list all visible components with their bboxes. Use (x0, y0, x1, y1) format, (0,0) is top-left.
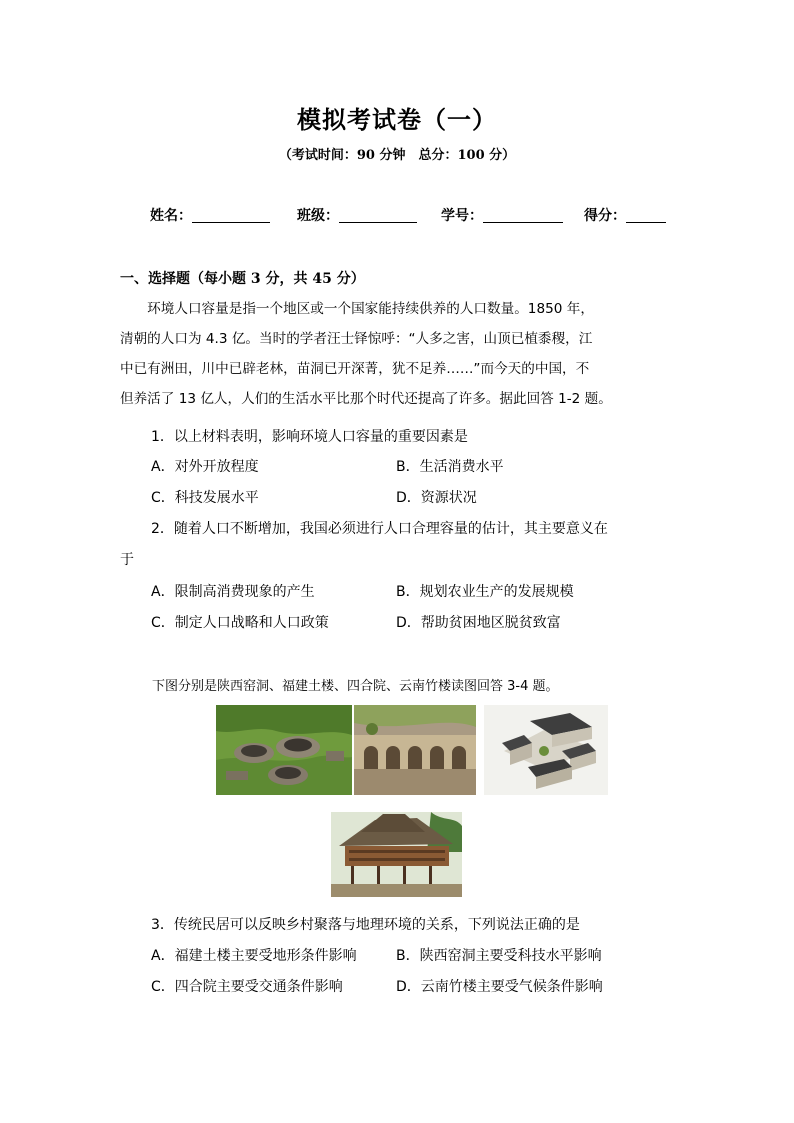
material-line: 但养活了 13 亿人，人们的生活水平比那个时代还提高了许多。据此回答 1-2 题。 (120, 391, 612, 407)
material-line: 清朝的人口为 4.3 亿。当时的学者汪士铎惊呼：“人多之害，山顶已植黍稷，江 (120, 331, 593, 347)
q2-option-c[interactable]: C．制定人口战略和人口政策 (151, 615, 329, 631)
q1-option-a[interactable]: A．对外开放程度 (151, 459, 259, 475)
figure-intro: 下图分别是陕西窑洞、福建土楼、四合院、云南竹楼读图回答 3-4 题。 (152, 679, 559, 694)
score-label: 得分： (584, 208, 626, 224)
q1-option-c[interactable]: C．科技发展水平 (151, 490, 259, 506)
q1-option-b[interactable]: B．生活消费水平 (396, 459, 504, 475)
section-heading: 一、选择题（每小题 3 分，共 45 分） (120, 271, 365, 287)
q2-option-b[interactable]: B．规划农业生产的发展规模 (396, 584, 574, 600)
q3-option-a[interactable]: A．福建土楼主要受地形条件影响 (151, 948, 357, 964)
class-blank[interactable] (339, 208, 417, 223)
material-paragraph (120, 294, 680, 414)
question-3-stem: 3．传统民居可以反映乡村聚落与地理环境的关系，下列说法正确的是 (151, 917, 580, 933)
material-line: 环境人口容量是指一个地区或一个国家能持续供养的人口数量。1850 年， (120, 301, 594, 317)
q3-option-b[interactable]: B．陕西窑洞主要受科技水平影响 (396, 948, 602, 964)
question-2-stem-cont: 于 (120, 552, 134, 568)
siheyuan-photo (484, 705, 608, 795)
question-1-stem: 1．以上材料表明，影响环境人口容量的重要因素是 (151, 429, 468, 445)
id-blank[interactable] (483, 208, 563, 223)
id-field (441, 205, 563, 225)
q3-option-c[interactable]: C．四合院主要受交通条件影响 (151, 979, 343, 995)
yaodong-photo (354, 705, 476, 795)
class-field (297, 205, 417, 225)
class-label: 班级： (297, 208, 339, 224)
q2-option-a[interactable]: A．限制高消费现象的产生 (151, 584, 315, 600)
zhulou-photo (331, 812, 462, 897)
tulou-photo (216, 705, 352, 795)
score-blank[interactable] (626, 208, 666, 223)
score-field (584, 205, 666, 225)
q2-option-d[interactable]: D．帮助贫困地区脱贫致富 (396, 615, 561, 631)
question-2-stem: 2．随着人口不断增加，我国必须进行人口合理容量的估计，其主要意义在 (151, 521, 608, 537)
page-title: 模拟考试卷（一） (297, 105, 497, 134)
q3-option-d[interactable]: D．云南竹楼主要受气候条件影响 (396, 979, 603, 995)
exam-meta: （考试时间：90 分钟 总分：100 分） (278, 148, 516, 163)
q1-option-d[interactable]: D．资源状况 (396, 490, 477, 506)
name-label: 姓名： (150, 208, 192, 224)
name-field (150, 205, 270, 225)
name-blank[interactable] (192, 208, 270, 223)
material-line: 中已有洲田，川中已辟老林，苗洞已开深菁，犹不足养……”而今天的中国，不 (120, 361, 590, 377)
id-label: 学号： (441, 208, 483, 224)
